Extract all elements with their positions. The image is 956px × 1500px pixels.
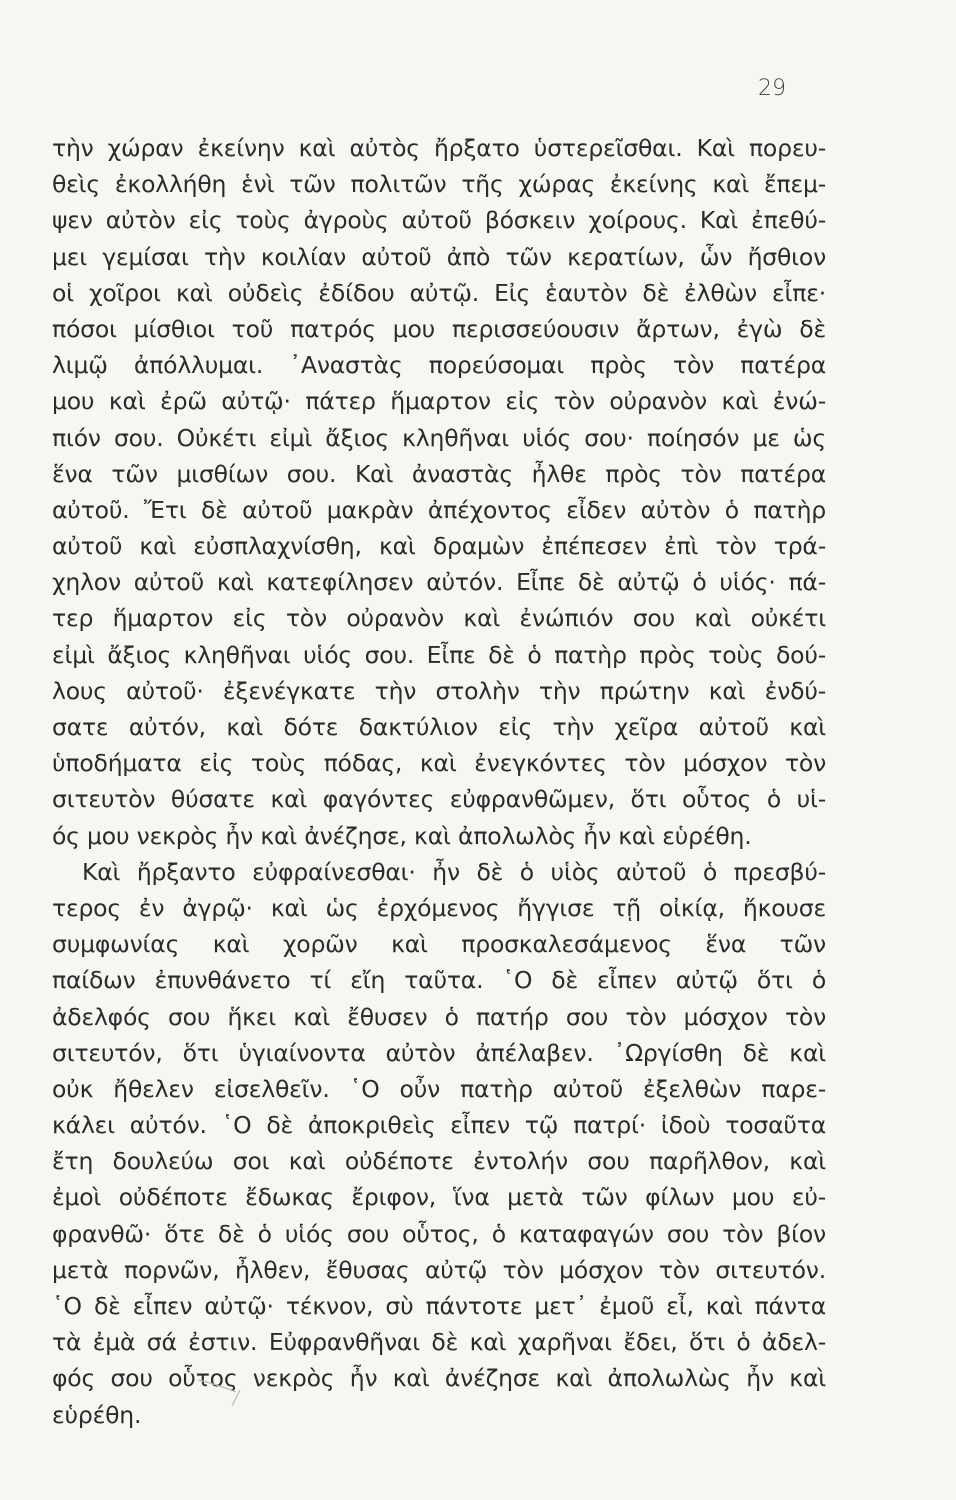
text-line: ἕνα τῶν μισθίων σου. Καὶ ἀναστὰς ἦλθε πρὸς τὸν πατέρα	[52, 459, 826, 488]
text-line: ἔτη δουλεύω σοι καὶ οὐδέποτε ἐντολήν σου παρῆλθον, καὶ	[52, 1147, 826, 1176]
page-number: 29	[758, 76, 786, 101]
text-line: ῾Ο δὲ εἶπεν αὐτῷ· τέκνον, σὺ πάντοτε μετ᾿ ἐμοῦ εἶ, καὶ πάντα	[52, 1292, 826, 1320]
text-line: οἱ χοῖροι καὶ οὐδεὶς ἐδίδου αὐτῷ. Εἰς ἑαυτὸν δὲ ἐλθὼν εἶπε·	[52, 278, 826, 307]
text-line: οὐκ ἤθελεν εἰσελθεῖν. ῾Ο οὖν πατὴρ αὐτοῦ ἐξελθὼν παρε-	[52, 1074, 826, 1103]
text-line: Καὶ ἤρξαντο εὐφραίνεσθαι· ἦν δὲ ὁ υἱὸς αὐτοῦ ὁ πρεσβύ-	[82, 857, 826, 886]
text-line: θεὶς ἐκολλήθη ἑνὶ τῶν πολιτῶν τῆς χώρας ἐκείνης καὶ ἔπεμ-	[52, 170, 826, 199]
text-line: αὐτοῦ καὶ εὐσπλαχνίσθη, καὶ δραμὼν ἐπέπεσεν ἐπὶ τὸν τρά-	[52, 532, 826, 561]
text-line: συμφωνίας καὶ χορῶν καὶ προσκαλεσάμενος ἕνα τῶν	[52, 930, 826, 959]
text-line: τερ ἥμαρτον εἰς τὸν οὐρανὸν καὶ ἐνώπιόν σου καὶ οὐκέτι	[52, 604, 826, 633]
text-line: φός σου οὗτος νεκρὸς ἦν καὶ ἀνέζησε καὶ ἀπολωλὼς ἦν καὶ	[52, 1364, 826, 1393]
paragraph-1	[52, 130, 826, 854]
paragraph-2	[52, 854, 826, 1433]
text-line: εἰμὶ ἄξιος κληθῆναι υἱός σου. Εἶπε δὲ ὁ πατὴρ πρὸς τοὺς δού-	[52, 640, 826, 669]
text-line: μετὰ πορνῶν, ἦλθεν, ἔθυσας αὐτῷ τὸν μόσχον τὸν σιτευτόν.	[52, 1255, 826, 1284]
text-line: ψεν αὐτὸν εἰς τοὺς ἀγροὺς αὐτοῦ βόσκειν χοίρους. Καὶ ἐπεθύ-	[52, 206, 826, 235]
text-line: τὰ ἐμὰ σά ἐστιν. Εὐφρανθῆναι δὲ καὶ χαρῆναι ἔδει, ὅτι ὁ ἀδελ-	[52, 1328, 826, 1357]
text-line: μου καὶ ἐρῶ αὐτῷ· πάτερ ἥμαρτον εἰς τὸν οὐρανὸν καὶ ἐνώ-	[52, 387, 826, 416]
text-line: σιτευτόν, ὅτι ὑγιαίνοντα αὐτὸν ἀπέλαβεν. ᾿Ωργίσθη δὲ καὶ	[52, 1038, 826, 1067]
text-line: ἐμοὶ οὐδέποτε ἔδωκας ἔριφον, ἵνα μετὰ τῶν φίλων μου εὐ-	[52, 1183, 826, 1212]
text-line: αὐτοῦ. Ἔτι δὲ αὐτοῦ μακρὰν ἀπέχοντος εἶδεν αὐτὸν ὁ πατὴρ	[52, 495, 826, 524]
pencil-mark	[196, 1370, 256, 1410]
text-line: ἀδελφός σου ἥκει καὶ ἔθυσεν ὁ πατήρ σου τὸν μόσχον τὸν	[52, 1002, 826, 1031]
text-line: φρανθῶ· ὅτε δὲ ὁ υἱός σου οὗτος, ὁ καταφαγών σου τὸν βίον	[52, 1219, 826, 1248]
text-line: λιμῷ ἀπόλλυμαι. ᾿Αναστὰς πορεύσομαι πρὸς τὸν πατέρα	[52, 351, 826, 380]
text-line: κάλει αὐτόν. ῾Ο δὲ ἀποκριθεὶς εἶπεν τῷ πατρί· ἰδοὺ τοσαῦτα	[52, 1111, 826, 1140]
text-line: τὴν χώραν ἐκείνην καὶ αὐτὸς ἤρξατο ὑστερεῖσθαι. Καὶ πορευ-	[52, 134, 826, 162]
text-line: εὑρέθη.	[52, 1400, 142, 1429]
text-line: σατε αὐτόν, καὶ δότε δακτύλιον εἰς τὴν χεῖρα αὐτοῦ καὶ	[52, 713, 826, 741]
text-line: παίδων ἐπυνθάνετο τί εἴη ταῦτα. ῾Ο δὲ εἶπεν αὐτῷ ὅτι ὁ	[52, 966, 826, 995]
text-line: λους αὐτοῦ· ἐξενέγκατε τὴν στολὴν τὴν πρώτην καὶ ἐνδύ-	[52, 676, 826, 705]
text-line: πιόν σου. Οὐκέτι εἰμὶ ἄξιος κληθῆναι υἱός σου· ποίησόν με ὡς	[52, 423, 826, 452]
text-line: χηλον αὐτοῦ καὶ κατεφίλησεν αὐτόν. Εἶπε δὲ αὐτῷ ὁ υἱός· πά-	[52, 568, 826, 597]
text-line: ός μου νεκρὸς ἦν καὶ ἀνέζησε, καὶ ἀπολωλὸς ἦν καὶ εὑρέθη.	[52, 821, 752, 850]
text-line: μει γεμίσαι τὴν κοιλίαν αὐτοῦ ἀπὸ τῶν κερατίων, ὧν ἤσθιον	[52, 242, 826, 271]
body-text	[52, 130, 826, 1433]
text-line: ὑποδήματα εἰς τοὺς πόδας, καὶ ἐνεγκόντες τὸν μόσχον τὸν	[52, 749, 826, 778]
text-line: τερος ἐν ἀγρῷ· καὶ ὡς ἐρχόμενος ἤγγισε τῇ οἰκίᾳ, ἤκουσε	[52, 893, 826, 922]
text-line: σιτευτὸν θύσατε καὶ φαγόντες εὐφρανθῶμεν, ὅτι οὗτος ὁ υἱ-	[52, 785, 826, 814]
text-line: πόσοι μίσθιοι τοῦ πατρός μου περισσεύουσιν ἄρτων, ἐγὼ δὲ	[52, 314, 826, 343]
